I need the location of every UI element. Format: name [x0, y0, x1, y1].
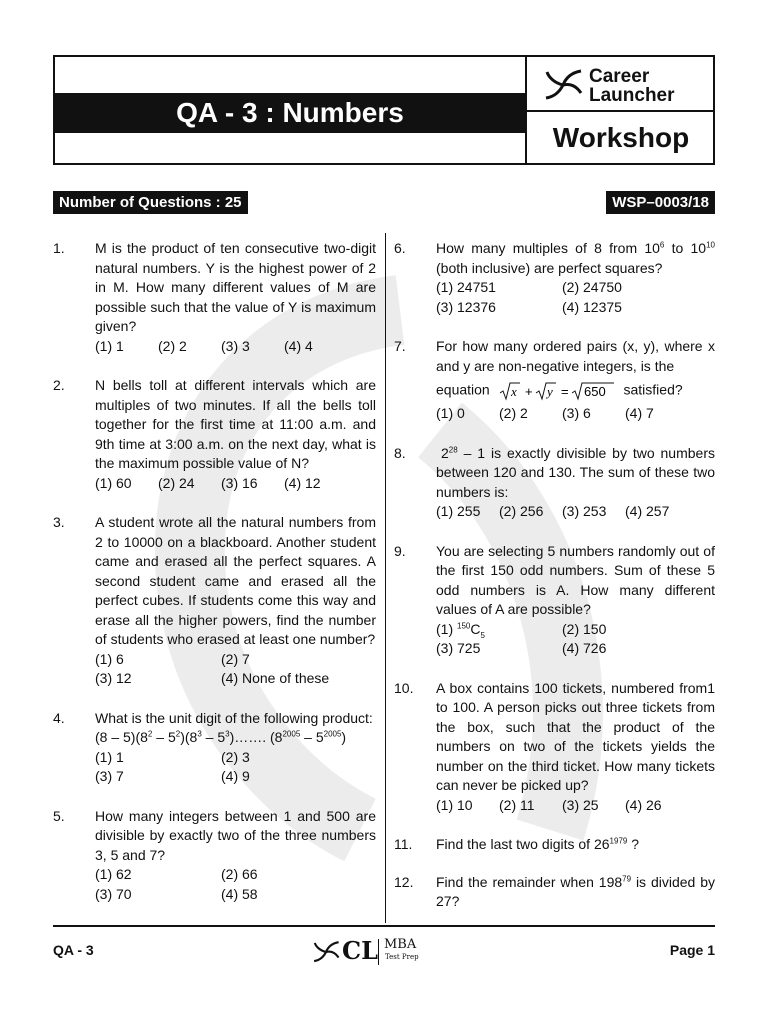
svg-text:+: +	[524, 384, 533, 399]
sqrt-equation	[498, 380, 616, 402]
page-number: Page 1	[669, 942, 715, 958]
page-title: QA - 3 : Numbers	[55, 93, 525, 133]
paper-code-badge: WSP–0003/18	[606, 191, 715, 214]
question-8: 8. $2^{28} - 1$ is exactly divisible by two numbers between 120 and 130. The sum of these two numbers is: (1) 255 (2) 256 (3) 253 (4) 257	[394, 444, 715, 519]
header-box	[53, 55, 715, 165]
question-10: 10. A box contains 100 tickets, numbered from1 to 100. A person picks out three tickets from the box, such that the product of the numbers on two of the tickets yields the number on the third ticket. How many tickets can never be picked up? (1) 10 (2) 11 (3) 25 (4) 26	[394, 679, 715, 813]
question-6: 6. How many multiples of 8 from $10^6$ to $10^{10}$ (both inclusive) are perfect squares? (1) 24751 (2) 24750 (3) 12376 (4) 12375	[394, 240, 715, 315]
question-2: 2. N bells toll at different intervals which are multiples of two minutes. If all the bells toll together for the first time at 11:00 a.m. and 9th time at 3:00 a.m. on the next day, what is the maximum possible value of N? (1) 60 (2) 24 (3) 16 (4) 12	[53, 377, 376, 491]
question-3: 3. A student wrote all the natural numbers from 2 to 10000 on a blackboard. Another student came and erased all the perfect squares. A second student came and erased all the perfect cubes. If students come this way and erase all the higher powers, find the number of students who erased at least one number? (1) 6 (2) 7 (3) 12 (4) None of these	[53, 514, 376, 686]
launcher-swirl-icon	[543, 69, 583, 101]
right-column	[394, 239, 715, 932]
footer-logo: CL MBA Test Prep	[312, 937, 422, 967]
left-column	[53, 239, 376, 924]
question-12: 12. Find the remainder when $198^{79}$ is divided by 27?	[394, 873, 715, 909]
career-launcher-logo	[543, 63, 713, 107]
question-7: 7. For how many ordered pairs (x, y), where x and y are non-negative integers, is the equation x + y = 650 satisfied? (1) 0 (2) 2 (3) 6 (4) 7	[394, 338, 715, 421]
question-count-badge: Number of Questions : 25	[53, 191, 248, 214]
brand-line-2: Launcher	[589, 85, 675, 106]
svg-text:x: x	[510, 384, 517, 399]
svg-text:y: y	[546, 384, 553, 399]
question-5: 5. How many integers between 1 and 500 are divisible by exactly two of the three numbers 3, 5 and 7? (1) 62 (2) 66 (3) 70 (4) 58	[53, 807, 376, 902]
footer-rule	[53, 925, 715, 927]
product-expression: $(8 - 5)(8^2 - 5^2)(8^3$ – $5^3)\dots\dots$. $(8^{2005} - 5^{2005})$	[95, 729, 347, 745]
question-1: 1. M is the product of ten consecutive two-digit natural numbers. Y is the highest power of 2 in M. How many different values of M are possible such that the value of Y is maximum given? (1) 1 (2) 2 (3) 3 (4) 4	[53, 240, 376, 354]
launcher-swirl-icon	[312, 940, 340, 964]
brand-line-1: Career	[589, 66, 650, 87]
footer-section-label: QA - 3	[53, 942, 94, 958]
question-4: 4. What is the unit digit of the following product: $(8 - 5)(8^2 - 5^2)(8^3$ – $5^3)\dots\dots$. $(8^{2005} - 5^{2005})$ (1) 1 (2) 3 (3) 7 (4) 9	[53, 709, 376, 787]
question-11: 11. Find the last two digits of $26^{1979}$ ?	[394, 836, 640, 852]
workshop-label: Workshop	[552, 122, 690, 153]
svg-text:650: 650	[583, 384, 606, 399]
svg-text:=: =	[560, 384, 569, 399]
column-divider	[385, 233, 386, 923]
ncr-option: (1) $^{150}C_5$	[436, 620, 485, 640]
question-9: 9. You are selecting 5 numbers randomly out of the first 150 odd numbers. Sum of these 5 odd numbers is A. How many different values of A are possible? (1) $^{150}C_5$ (2) 150 (3) 725 (4) 726	[394, 542, 715, 656]
